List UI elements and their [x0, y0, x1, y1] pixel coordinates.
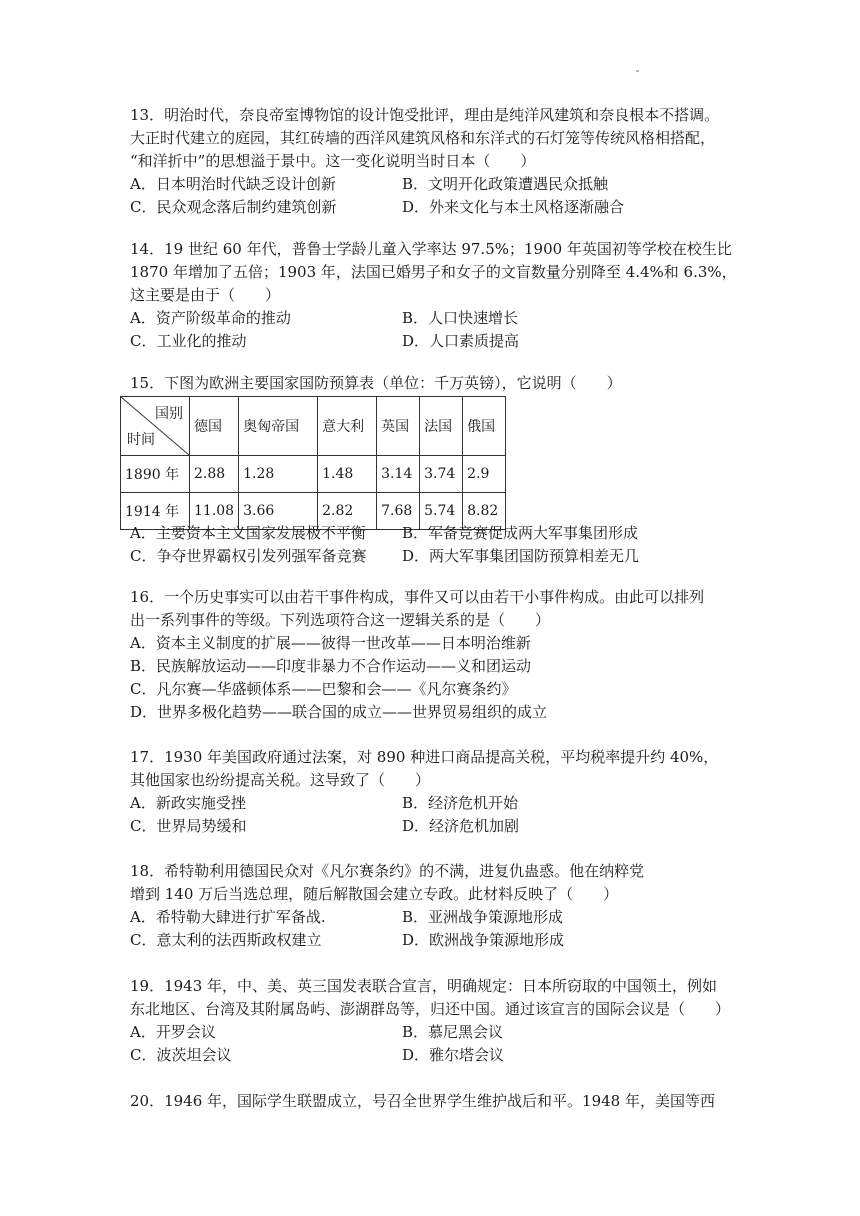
question-text: 13．明治时代，奈良帝室博物馆的设计饱受批评，理由是纯洋风建筑和奈良根本不搭调。 [130, 106, 720, 124]
question-text: 出一系列事件的等级。下列选项符合这一逻辑关系的是（ ） [130, 611, 551, 629]
question-15-options [130, 522, 740, 568]
option-a: A．开罗会议 [130, 1023, 216, 1041]
option-c: C．工业化的推动 [130, 332, 247, 350]
question-text: 增到 140 万后当选总理，随后解散国会建立专政。此材料反映了（ ） [130, 885, 619, 903]
table-cell: 3.66 [239, 493, 318, 530]
option-c: C．民众观念落后制约建筑创新 [130, 198, 337, 216]
table-cell: 2.88 [190, 456, 239, 493]
question-text: 14．19 世纪 60 年代，普鲁士学龄儿童入学率达 97.5%；1900 年英国初等学校在校生比 [130, 240, 732, 258]
question-text: 17．1930 年美国政府通过法案，对 890 种进口商品提高关税，平均税率提升约 40%， [130, 748, 719, 766]
question-17 [130, 746, 740, 838]
option-b: B．民族解放运动——印度非暴力不合作运动——义和团运动 [130, 657, 532, 675]
option-a: A．资产阶级革命的推动 [130, 309, 291, 327]
option-a: A．主要资本主义国家发展极不平衡 [130, 524, 366, 542]
column-header: 法国 [420, 397, 463, 456]
row-year: 1914 年 [121, 493, 190, 530]
option-d: D．雅尔塔会议 [402, 1046, 505, 1064]
table-row [121, 456, 506, 493]
question-14 [130, 238, 740, 353]
question-text: 16．一个历史事实可以由若干事件构成，事件又可以由若干小事件构成。由此可以排列 [130, 588, 705, 606]
table-header-row [121, 397, 506, 456]
option-d: D．人口素质提高 [402, 332, 520, 350]
corner-label-country: 国别 [155, 406, 183, 422]
column-header: 意大利 [318, 397, 377, 456]
scan-speck [636, 70, 639, 72]
option-d: D．欧洲战争策源地形成 [402, 931, 565, 949]
table-cell: 8.82 [463, 493, 506, 530]
table-cell: 3.74 [420, 456, 463, 493]
question-text: 20．1946 年，国际学生联盟成立，号召全世界学生维护战后和平。1948 年，美国等西 [130, 1092, 715, 1110]
option-d: D．世界多极化趋势——联合国的成立——世界贸易组织的成立 [130, 703, 548, 721]
column-header: 奥匈帝国 [239, 397, 318, 456]
question-text: 19．1943 年，中、美、英三国发表联合宣言，明确规定：日本所窃取的中国领土，例如 [130, 977, 718, 995]
option-a: A．资本主义制度的扩展——彼得一世改革——日本明治维新 [130, 634, 531, 652]
question-text: “和洋折中”的思想溢于景中。这一变化说明当时日本（ ） [130, 152, 536, 170]
question-19 [130, 975, 740, 1067]
question-text: 这主要是由于（ ） [130, 286, 281, 304]
question-text: 其他国家也纷纷提高关税。这导致了（ ） [130, 771, 431, 789]
question-18 [130, 860, 740, 952]
question-13 [130, 104, 740, 219]
question-text: 1870 年增加了五倍；1903 年，法国已婚男子和女子的文盲数量分别降至 4.4%和 6.3%， [130, 263, 737, 281]
option-c: C．波茨坦会议 [130, 1046, 232, 1064]
option-c: C．意太利的法西斯政权建立 [130, 931, 322, 949]
defense-budget-table [120, 396, 506, 530]
question-20 [130, 1090, 740, 1113]
corner-label-time: 时间 [127, 432, 155, 448]
table-corner-cell [121, 397, 190, 456]
column-header: 德国 [190, 397, 239, 456]
table-cell: 2.9 [463, 456, 506, 493]
option-a: A．希特勒大肆进行扩军备战. [130, 908, 326, 926]
option-b: B．慕尼黑会议 [402, 1023, 504, 1041]
table-cell: 5.74 [420, 493, 463, 530]
question-text: 东北地区、台湾及其附属岛屿、澎湖群岛等，归还中国。通过该宣言的国际会议是（ ） [130, 1000, 731, 1018]
option-b: B．经济危机开始 [402, 794, 519, 812]
option-c: C．世界局势缓和 [130, 817, 247, 835]
option-d: D．经济危机加剧 [402, 817, 520, 835]
option-d: D．外来文化与本土风格逐渐融合 [402, 198, 625, 216]
table-cell: 7.68 [377, 493, 420, 530]
question-text: 15．下图为欧洲主要国家国防预算表（单位：千万英镑），它说明（ ） [130, 374, 622, 392]
column-header: 俄国 [463, 397, 506, 456]
table-cell: 1.28 [239, 456, 318, 493]
table-cell: 2.82 [318, 493, 377, 530]
column-header: 英国 [377, 397, 420, 456]
table-cell: 3.14 [377, 456, 420, 493]
option-d: D．两大军事集团国防预算相差无几 [402, 547, 640, 565]
question-16 [130, 586, 740, 724]
option-b: B．军备竞赛促成两大军事集团形成 [402, 524, 639, 542]
option-c: C．争夺世界霸权引发列强军备竞赛 [130, 547, 367, 565]
option-c: C．凡尔赛—华盛顿体系——巴黎和会——《凡尔赛条约》 [130, 680, 517, 698]
option-b: B．亚洲战争策源地形成 [402, 908, 564, 926]
question-text: 18．希特勒利用德国民众对《凡尔赛条约》的不满，进复仇蛊惑。他在纳粹党 [130, 862, 645, 880]
option-b: B．人口快速增长 [402, 309, 519, 327]
question-text: 大正时代建立的庭园，其红砖墙的西洋风建筑风格和东洋式的石灯笼等传统风格相搭配， [130, 129, 716, 147]
option-a: A．日本明治时代缺乏设计创新 [130, 175, 336, 193]
table-cell: 11.08 [190, 493, 239, 530]
table-cell: 1.48 [318, 456, 377, 493]
question-15 [130, 372, 740, 395]
option-a: A．新政实施受挫 [130, 794, 246, 812]
row-year: 1890 年 [121, 456, 190, 493]
option-b: B．文明开化政策遭遇民众抵触 [402, 175, 609, 193]
